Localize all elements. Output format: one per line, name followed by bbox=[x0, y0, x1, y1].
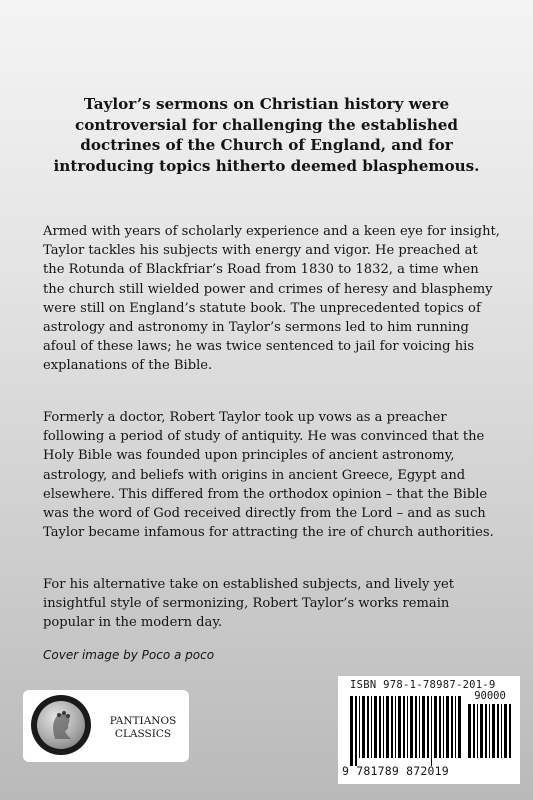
description-paragraph-2: Formerly a doctor, Robert Taylor took up vows as a preacher following a period of study of antiquity. He was convinced that the Holy Bible was founded upon principles of ancient astronomy, astrology, and beliefs with origins in ancient Greece, Egypt and elsewhere. This differed from the orthodox opinion – that the Bible was the word of God received directly from the Lord – and as such Taylor became infamous for attracting the ire of church authorities. bbox=[43, 410, 494, 541]
blurb-headline: Taylor’s sermons on Christian history were controversial for challenging the established doctrines of the Church of England, and for introducing topics hitherto deemed blasphemous. bbox=[53, 95, 480, 175]
barcode-digits: 9 781789 872019 bbox=[342, 764, 449, 778]
publisher-name bbox=[101, 715, 185, 741]
price-addon-bars bbox=[468, 704, 512, 766]
publisher-logo bbox=[23, 690, 189, 762]
price-addon-digits: 90000 bbox=[474, 690, 506, 702]
description-paragraph-1: Armed with years of scholarly experience and a keen eye for insight, Taylor tackles his subjects with energy and vigor. He preached at the Rotunda of Blackfriar’s Road from 1830 to 1832, a time when the church still wielded power and crimes of heresy and blasphemy were still on England’s statute book. The unprecedented topics of astrology and astronomy in Taylor’s sermons led to him running afoul of these laws; he was twice sentenced to jail for voicing his explanations of the Bible. bbox=[43, 224, 500, 374]
publisher-name-line-2: CLASSICS bbox=[114, 728, 172, 740]
description-paragraph-3: For his alternative take on established subjects, and lively yet insightful style of sermonizing, Robert Taylor’s works remain popular in the modern day. bbox=[43, 577, 455, 631]
coin-portrait-icon bbox=[31, 695, 91, 755]
ean13-bars bbox=[350, 696, 462, 766]
isbn-barcode bbox=[338, 676, 520, 784]
cover-image-credit: Cover image by Poco a poco bbox=[43, 648, 215, 662]
isbn-label: ISBN 978-1-78987-201-9 bbox=[350, 679, 496, 691]
publisher-name-line-1: PANTIANOS bbox=[109, 715, 177, 727]
